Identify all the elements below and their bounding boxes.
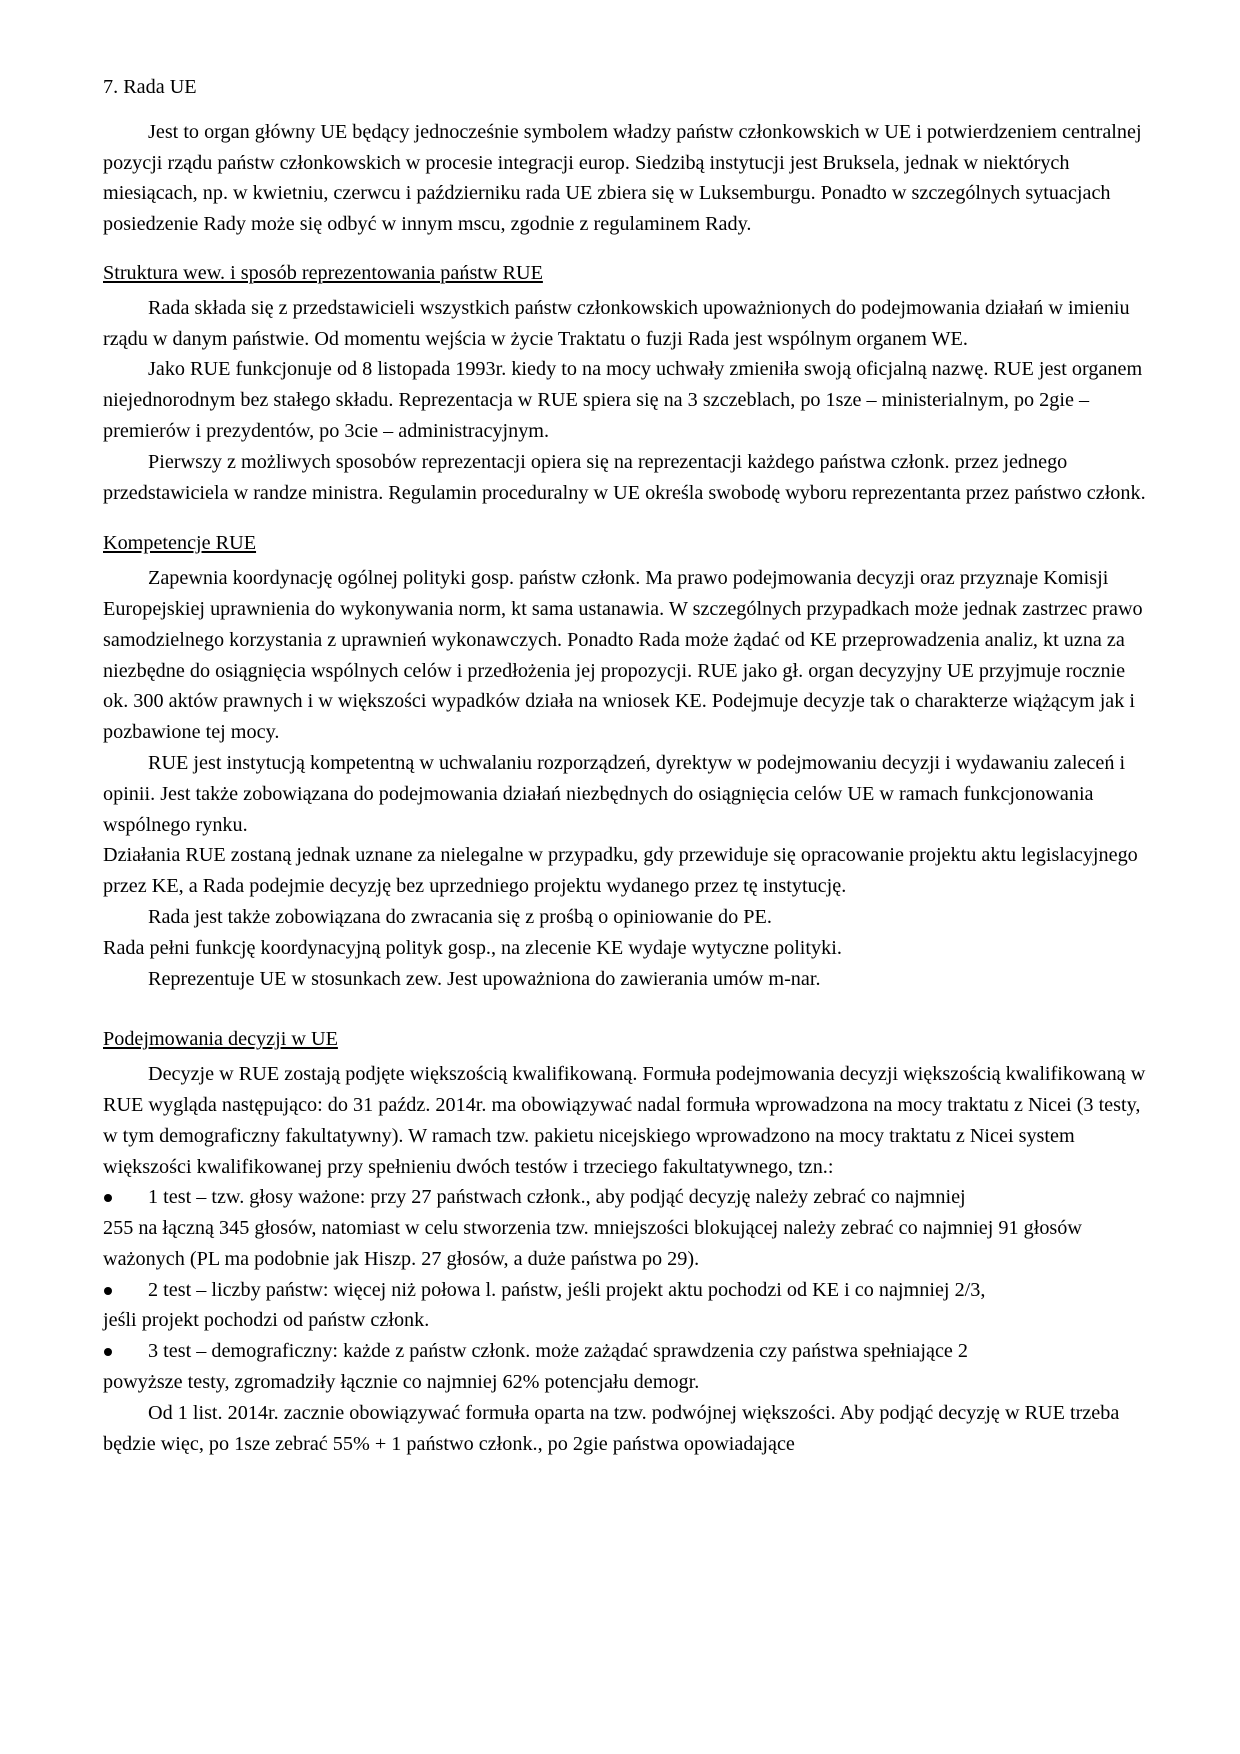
list-item xyxy=(103,1275,1155,1337)
competences-paragraph-6: Reprezentuje UE w stosunkach zew. Jest upoważniona do zawierania umów m-nar. xyxy=(148,967,821,990)
bullet-continuation: 255 na łączną 345 głosów, natomiast w celu stworzenia tzw. mniejszości blokującej należy zebrać co najmniej 91 głosów ważonych (PL ma podobnie jak Hiszp. 27 głosów, a duże państwa po 29). xyxy=(103,1217,1082,1270)
competences-paragraph-5: Rada pełni funkcję koordynacyjną polityk gosp., na zlecenie KE wydaje wytyczne polityki. xyxy=(103,936,842,959)
section-heading-competences: Kompetencje RUE xyxy=(103,532,257,555)
structure-paragraph-2: Jako RUE funkcjonuje od 8 listopada 1993r. kiedy to na mocy uchwały zmieniła swoją oficjalną nazwę. RUE jest organem niejednorodnym bez stałego składu. Reprezentacja w RUE spiera się na 3 szczeblach, po 1sze – ministerialnym, po 2gie – premierów i prezydentów, po 3cie – administracyjnym. xyxy=(103,358,1143,442)
competences-paragraph-1: Zapewnia koordynację ogólnej polityki gosp. państw członk. Ma prawo podejmowania decyzji oraz przyznaje Komisji Europejskiej uprawnienia do wykonywania norm, kt sama ustanawia. W szczególnych przypadkach może jednak zastrzec prawo samodzielnego korzystania z uprawnień wykonawczych. Ponadto Rada może żądać od KE przeprowadzenia analiz, kt uzna za niezbędne do osiągnięcia wspólnych celów i przedłożenia jej propozycji. RUE jako gł. organ decyzyjny UE przyjmuje rocznie ok. 300 aktów prawnych i w większości wypadków działa na wniosek KE. Podejmuje decyzje tak o charakterze wiążącym jak i pozbawione tej mocy. xyxy=(103,567,1143,744)
list-item xyxy=(103,1336,1155,1398)
list-item xyxy=(103,1182,1155,1274)
bullet-continuation: powyższe testy, zgromadziły łącznie co najmniej 62% potencjału demogr. xyxy=(103,1371,700,1394)
intro-paragraph: Jest to organ główny UE będący jednocześnie symbolem władzy państw członkowskich w UE i potwierdzeniem centralnej pozycji rządu państw członkowskich w procesie integracji europ. Siedzibą instytucji jest Bruksela, jednak w niektórych miesiącach, np. w kwietniu, czerwcu i październiku rada UE zbiera się w Luksemburgu. Ponadto w szczególnych sytuacjach posiedzenie Rady może się odbyć w innym mscu, zgodnie z regulaminem Rady. xyxy=(103,120,1142,236)
section-heading-structure: Struktura wew. i sposób reprezentowania państw RUE xyxy=(103,261,543,284)
bullet-first-line: 2 test – liczby państw: więcej niż połowa l. państw, jeśli projekt aktu pochodzi od KE i co najmniej 2/3, xyxy=(148,1278,986,1301)
competences-paragraph-4: Rada jest także zobowiązana do zwracania się z prośbą o opiniowanie do PE. xyxy=(148,905,772,928)
page-title: 7. Rada UE xyxy=(103,76,197,98)
structure-paragraph-1: Rada składa się z przedstawicieli wszystkich państw członkowskich upoważnionych do podejmowania działań w imieniu rządu w danym państwie. Od momentu wejścia w życie Traktatu o fuzji Rada jest wspólnym organem WE. xyxy=(103,296,1130,350)
tests-list xyxy=(103,1182,1155,1398)
structure-paragraph-3: Pierwszy z możliwych sposobów reprezentacji opiera się na reprezentacji każdego państwa członk. przez jednego przedstawiciela w randze ministra. Regulamin proceduralny w UE określa swobodę wyboru reprezentanta przez państwo członk. xyxy=(103,450,1146,504)
bullet-first-line: 3 test – demograficzny: każde z państw członk. może zażądać sprawdzenia czy państwa spełniające 2 xyxy=(148,1340,969,1363)
decisions-paragraph-2: Od 1 list. 2014r. zacznie obowiązywać formuła oparta na tzw. podwójnej większości. Aby podjąć decyzję w RUE trzeba będzie więc, po 1sze zebrać 55% + 1 państwo członk., po 2gie państwa opowiadające xyxy=(103,1401,1120,1455)
bullet-continuation: jeśli projekt pochodzi od państw członk. xyxy=(103,1309,430,1332)
section-heading-decisions: Podejmowania decyzji w UE xyxy=(103,1028,338,1051)
competences-paragraph-3: Działania RUE zostaną jednak uznane za nielegalne w przypadku, gdy przewiduje się opracowanie projektu aktu legislacyjnego przez KE, a Rada podejmie decyzję bez uprzedniego projektu wydanego przez tę instytucję. xyxy=(103,844,1138,898)
competences-paragraph-2: RUE jest instytucją kompetentną w uchwalaniu rozporządzeń, dyrektyw w podejmowaniu decyzji i wydawaniu zaleceń i opinii. Jest także zobowiązana do podejmowania działań niezbędnych do osiągnięcia celów UE w ramach funkcjonowania wspólnego rynku. xyxy=(103,751,1126,836)
bullet-first-line: 1 test – tzw. głosy ważone: przy 27 państwach członk., aby podjąć decyzję należy zebrać co najmniej xyxy=(148,1186,966,1209)
document-page xyxy=(103,72,1155,1459)
decisions-paragraph-1: Decyzje w RUE zostają podjęte większością kwalifikowaną. Formuła podejmowania decyzji większością kwalifikowaną w RUE wygląda następująco: do 31 paźdz. 2014r. ma obowiązywać nadal formuła wprowadzona na mocy traktatu z Nicei (3 testy, w tym demograficzny fakultatywny). W ramach tzw. pakietu nicejskiego wprowadzono na mocy traktatu z Nicei system większości kwalifikowanej przy spełnieniu dwóch testów i trzeciego fakultatywnego, tzn.: xyxy=(103,1063,1146,1178)
